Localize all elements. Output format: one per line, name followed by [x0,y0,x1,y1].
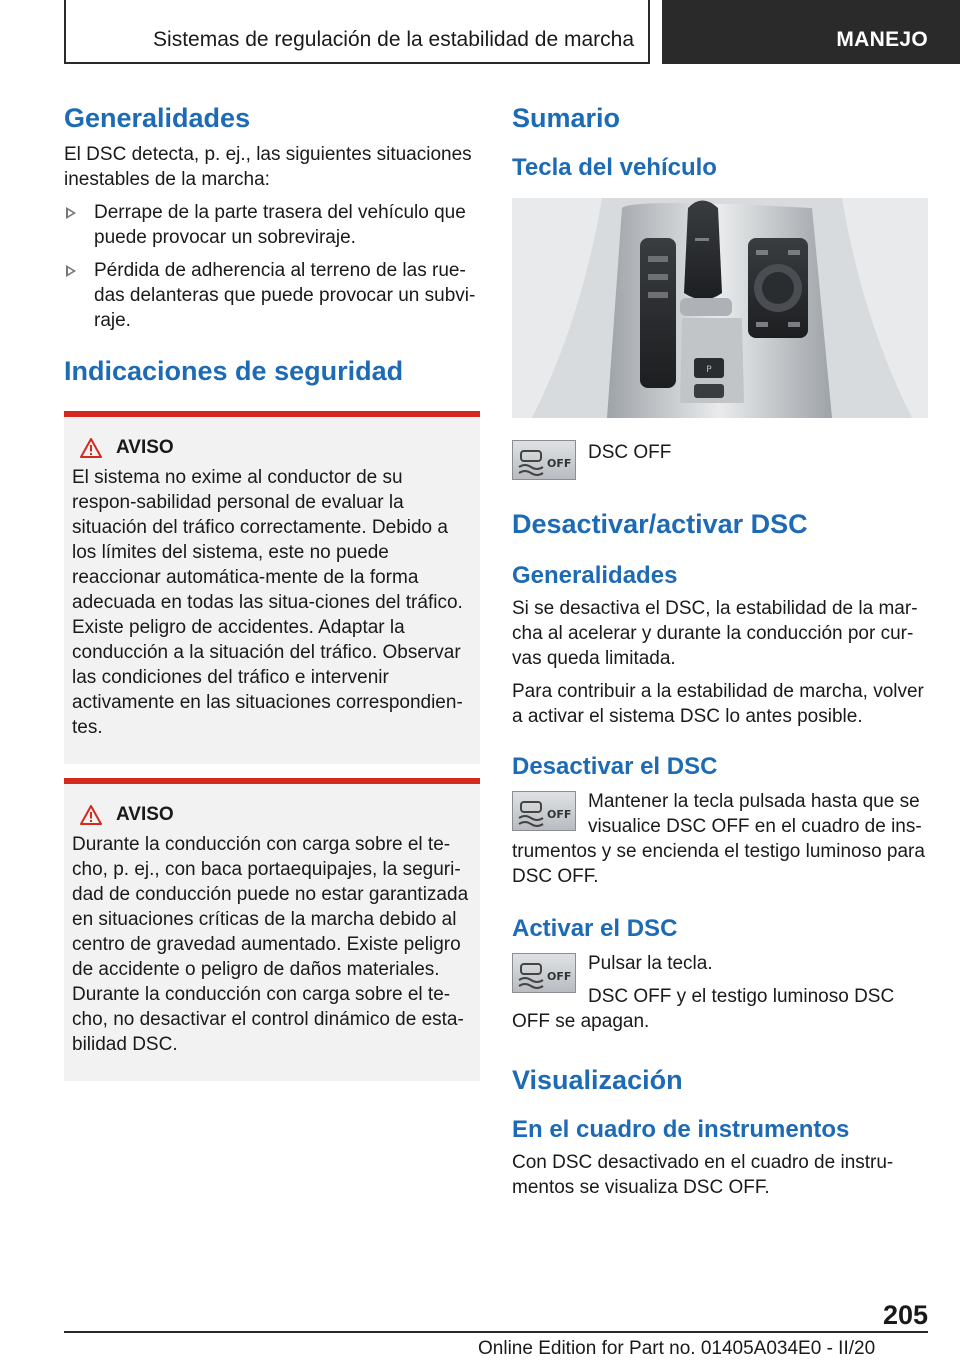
page-number: 205 [882,1300,928,1330]
generalidades-subheading: Generalidades [512,562,678,589]
dsc-off-label: DSC OFF [588,442,672,463]
safety-heading: Indicaciones de seguridad [64,356,404,386]
warning-box-2 [64,778,480,1081]
svg-text:P: P [706,365,712,375]
generalidades-heading: Generalidades [64,103,251,133]
center-console-photo [512,198,928,418]
header-section-label: MANEJO [836,28,928,51]
dsc-off-button-icon [512,791,576,831]
activar-heading: Activar el DSC [512,915,678,942]
desactivar-activar-heading: Desactivar/activar DSC [512,509,808,539]
header-title: Sistemas de regulación de la estabilidad de marcha [153,28,634,51]
svg-text:OFF: OFF [547,970,572,983]
cuadro-heading: En el cuadro de instrumentos [512,1116,850,1143]
footer-divider [64,1331,928,1333]
visualizacion-heading: Visualización [512,1065,683,1095]
generalidades-paragraph-2: Para contribuir a la estabilidad de marcha, volver a activar el sistema DSC lo antes posible. [512,681,924,727]
activar-text-1: Pulsar la tecla. [588,953,713,974]
cuadro-text: Con DSC desactivado en el cuadro de instru-mentos se visualiza DSC OFF. [512,1152,894,1198]
desactivar-heading: Desactivar el DSC [512,753,718,780]
dsc-off-button-icon [512,440,576,480]
desactivar-text: Mantener la tecla pulsada hasta que se visualice DSC OFF en el cuadro de ins-trumentos y se encienda el testigo luminoso para DSC OFF. [512,791,925,887]
list-item: Derrape de la parte trasera del vehículo que puede provocar un sobreviraje. [64,200,480,250]
center-console-illustration [512,198,928,418]
sumario-heading: Sumario [512,103,621,133]
header-title-box [64,0,650,64]
warning-triangle-icon [80,438,102,458]
triangle-bullet-icon [66,265,76,277]
dsc-off-button-icon [512,953,576,993]
dsc-off-legend [512,440,928,480]
triangle-bullet-icon [66,207,76,219]
generalidades-text: El DSC detecta, p. ej., las siguientes situaciones inestables de la marcha: [64,144,472,190]
desactivar-block [512,789,928,889]
generalidades-paragraph-1: Si se desactiva el DSC, la estabilidad de la mar-cha al acelerar y durante la conducción por cur-vas queda limitada. [512,598,918,669]
right-column [512,100,928,1200]
tecla-heading: Tecla del vehículo [512,154,717,181]
warning-text: El sistema no exime al conductor de su respon-sabilidad personal de evaluar la situación del tráfico correctamente. Debido a los límites del sistema, este no puede reaccionar automática-mente de la forma adecuada en todas las situa-ciones del tráfico. Existe peligro de accidentes. Adaptar la conducción a la situación del tráfico. Observar las condiciones del tráfico e intervenir activamente en las situaciones correspondien-tes. [72,467,463,738]
svg-text:OFF: OFF [547,808,572,821]
activar-block [512,951,928,1034]
left-column [64,100,480,1081]
warning-label: AVISO [116,804,174,825]
warning-box-1 [64,411,480,764]
footer-edition: Online Edition for Part no. 01405A034E0 - II/20 [478,1338,876,1359]
header-section-tab [662,0,960,64]
svg-text:OFF: OFF [547,457,572,470]
warning-triangle-icon [80,805,102,825]
activar-text-2: DSC OFF y el testigo luminoso DSC OFF se apagan. [512,986,895,1032]
situation-list [64,200,480,333]
warning-label: AVISO [116,437,174,458]
warning-text: Durante la conducción con carga sobre el te-cho, p. ej., con baca portaequipajes, la seguri-dad de conducción puede no estar garantizada en situaciones críticas de la marcha debido al centro de gravedad aumentado. Existe peligro de accidente o peligro de daños materiales. Durante la conducción con carga sobre el te-cho, no desactivar el control dinámico de esta-bilidad DSC. [72,834,469,1055]
list-item: Pérdida de adherencia al terreno de las rue-das delanteras que puede provocar un subvi-raje. [64,258,480,333]
